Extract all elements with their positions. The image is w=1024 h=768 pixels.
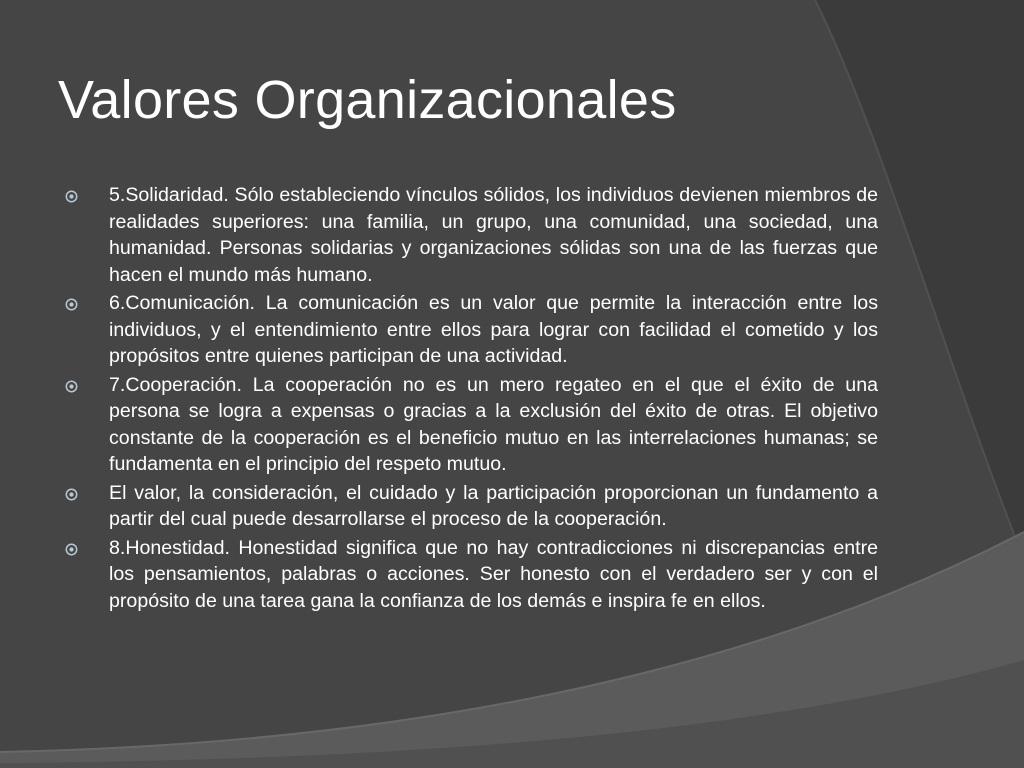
circled-dot-icon: [65, 298, 78, 311]
bullet-list: [62, 182, 878, 616]
bullet-text: 8.Honestidad. Honestidad significa que no hay contradicciones ni discrepancias entre los pensamientos, palabras o acciones. Ser honesto con el verdadero ser y con el propósito de una tarea gana la confianza de los demás e inspira fe en ellos.: [109, 536, 878, 612]
bullet-text: 5.Solidaridad. Sólo estableciendo vínculos sólidos, los individuos devienen miembros de realidades superiores: una familia, un grupo, una comunidad, una sociedad, una humanidad. Personas solidarias y organizaciones sólidas son una de las fuerzas que hacen el mundo más humano.: [109, 184, 878, 286]
list-item: [62, 480, 878, 533]
list-item: [62, 182, 878, 288]
list-item: [62, 372, 878, 478]
list-item: [62, 290, 878, 370]
bullet-text: El valor, la consideración, el cuidado y la participación proporcionan un fundamento a partir del cual puede desarrollarse el proceso de la cooperación.: [109, 481, 878, 530]
slide-title: Valores Organizacionales: [58, 70, 677, 130]
list-item: [62, 535, 878, 615]
bullet-text: 6.Comunicación. La comunicación es un valor que permite la interacción entre los individuos, y el entendimiento entre ellos para lograr con facilidad el cometido y los propósitos entre quienes participan de una actividad.: [109, 292, 878, 367]
circled-dot-icon: [65, 380, 78, 393]
circled-dot-icon: [65, 488, 78, 501]
bullet-text: 7.Cooperación. La cooperación no es un mero regateo en el que el éxito de una persona se logra a expensas o gracias a la exclusión del éxito de otras. El objetivo constante de la cooperación es el beneficio mutuo en las interrelaciones humanas; se fundamenta en el principio del respeto mutuo.: [109, 373, 878, 475]
circled-dot-icon: [65, 190, 78, 203]
circled-dot-icon: [65, 543, 78, 556]
